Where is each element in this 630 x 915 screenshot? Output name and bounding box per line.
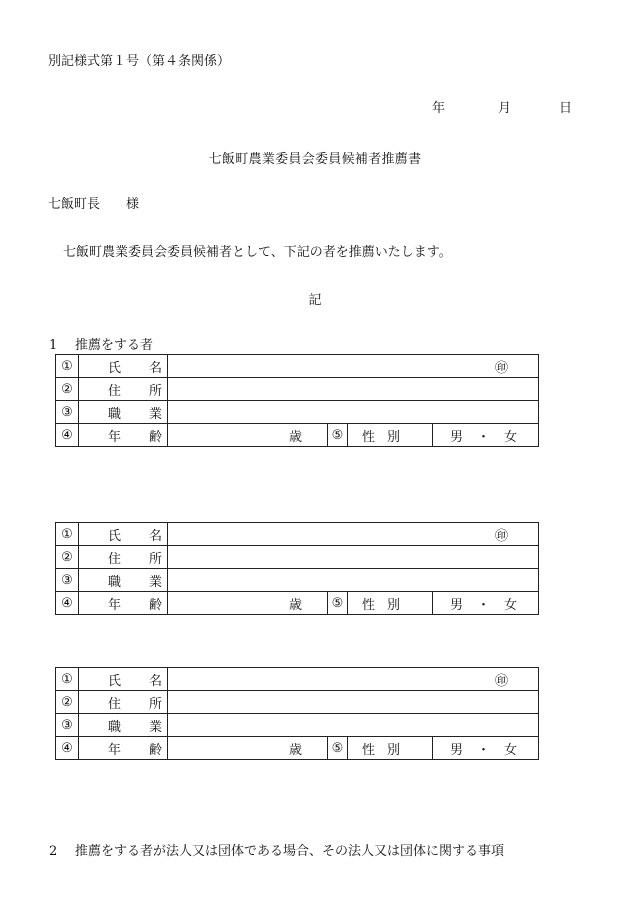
female-option[interactable]: 女 xyxy=(504,597,518,613)
age-gender-row xyxy=(56,737,539,760)
seal-icon: ㊞ xyxy=(495,360,509,376)
row-number-5: ⑤ xyxy=(328,737,348,760)
age-gender-row xyxy=(56,592,539,615)
row-number-2: ② xyxy=(56,378,79,401)
row-number-3: ③ xyxy=(56,401,79,424)
row-number-1: ① xyxy=(56,523,79,546)
occupation-label: 職 業 xyxy=(79,569,168,592)
recommender-table xyxy=(55,354,539,447)
date-line xyxy=(432,97,572,115)
body-text: 七飯町農業委員会委員候補者として、下記の者を推薦いたします。 xyxy=(63,245,452,260)
age-label: 年 齢 xyxy=(79,592,168,615)
occupation-row xyxy=(56,569,539,592)
address-row xyxy=(56,546,539,569)
date-year-label: 年 xyxy=(432,101,446,116)
row-number-5: ⑤ xyxy=(328,592,348,615)
addressee xyxy=(48,193,139,212)
seal-icon: ㊞ xyxy=(495,673,509,689)
address-field[interactable] xyxy=(168,691,539,714)
name-row xyxy=(56,668,539,691)
occupation-label: 職 業 xyxy=(79,714,168,737)
male-option[interactable]: 男 xyxy=(450,742,464,758)
gender-choice[interactable]: 男 ・ 女 xyxy=(433,592,539,615)
name-field[interactable] xyxy=(168,668,539,691)
name-label: 氏 名 xyxy=(79,523,168,546)
age-field[interactable] xyxy=(168,592,328,615)
document-title: 七飯町農業委員会委員候補者推薦書 xyxy=(208,152,422,167)
date-day-label: 日 xyxy=(559,101,573,116)
female-option[interactable]: 女 xyxy=(504,429,518,445)
gender-label: 性 別 xyxy=(348,424,433,447)
age-field[interactable] xyxy=(168,424,328,447)
male-option[interactable]: 男 xyxy=(450,429,464,445)
section2-number: 2 xyxy=(49,844,58,859)
address-row xyxy=(56,691,539,714)
row-number-3: ③ xyxy=(56,714,79,737)
section2-title: 推薦をする者が法人又は団体である場合、その法人又は団体に関する事項 xyxy=(75,844,505,859)
address-field[interactable] xyxy=(168,546,539,569)
addressee-honorific: 様 xyxy=(126,197,140,212)
age-unit: 歳 xyxy=(288,742,302,758)
age-field[interactable] xyxy=(168,737,328,760)
recommender-table xyxy=(55,522,539,615)
occupation-row xyxy=(56,401,539,424)
section1-number: 1 xyxy=(49,338,58,353)
address-label: 住 所 xyxy=(79,546,168,569)
occupation-field[interactable] xyxy=(168,401,539,424)
address-label: 住 所 xyxy=(79,691,168,714)
occupation-row xyxy=(56,714,539,737)
age-label: 年 齢 xyxy=(79,424,168,447)
name-label: 氏 名 xyxy=(79,668,168,691)
row-number-2: ② xyxy=(56,691,79,714)
section1-heading xyxy=(49,334,153,353)
address-label: 住 所 xyxy=(79,378,168,401)
section1-title: 推薦をする者 xyxy=(75,338,154,353)
age-label: 年 齢 xyxy=(79,737,168,760)
gender-label: 性 別 xyxy=(348,737,433,760)
occupation-field[interactable] xyxy=(168,714,539,737)
name-row xyxy=(56,523,539,546)
recommender-table xyxy=(55,667,539,760)
name-field[interactable] xyxy=(168,523,539,546)
row-number-4: ④ xyxy=(56,592,79,615)
occupation-label: 職 業 xyxy=(79,401,168,424)
gender-choice[interactable]: 男 ・ 女 xyxy=(433,424,539,447)
addressee-name: 七飯町長 xyxy=(48,197,101,212)
male-option[interactable]: 男 xyxy=(450,597,464,613)
name-row xyxy=(56,355,539,378)
row-number-2: ② xyxy=(56,546,79,569)
form-number: 別記様式第１号（第４条関係） xyxy=(48,54,231,69)
gender-label: 性 別 xyxy=(348,592,433,615)
name-field[interactable] xyxy=(168,355,539,378)
row-number-1: ① xyxy=(56,668,79,691)
row-number-3: ③ xyxy=(56,569,79,592)
name-label: 氏 名 xyxy=(79,355,168,378)
age-unit: 歳 xyxy=(288,597,302,613)
female-option[interactable]: 女 xyxy=(504,742,518,758)
date-month-label: 月 xyxy=(498,101,512,116)
seal-icon: ㊞ xyxy=(495,528,509,544)
ki-heading: 記 xyxy=(308,293,322,308)
section2-heading xyxy=(49,840,504,859)
address-field[interactable] xyxy=(168,378,539,401)
row-number-1: ① xyxy=(56,355,79,378)
age-unit: 歳 xyxy=(288,429,302,445)
row-number-4: ④ xyxy=(56,737,79,760)
row-number-5: ⑤ xyxy=(328,424,348,447)
age-gender-row xyxy=(56,424,539,447)
gender-choice[interactable]: 男 ・ 女 xyxy=(433,737,539,760)
address-row xyxy=(56,378,539,401)
row-number-4: ④ xyxy=(56,424,79,447)
occupation-field[interactable] xyxy=(168,569,539,592)
